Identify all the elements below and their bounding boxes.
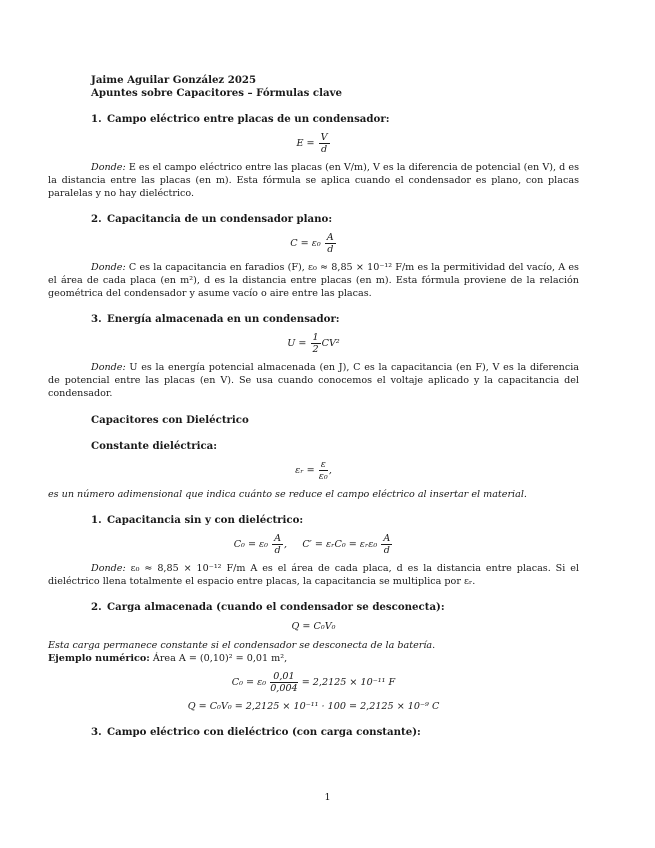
example-text: Área A = (0,10)² = 0,01 m²,: [152, 653, 288, 664]
eq-lhs: C₀ = ε₀: [233, 539, 269, 550]
eq-lhs: C = ε₀: [290, 238, 321, 249]
section-title: Campo eléctrico con dieléctrico (con carga constante):: [107, 726, 421, 738]
denominator: d: [274, 545, 281, 556]
eq-rhs: CV²: [321, 338, 340, 349]
equation: Q = C₀V₀ = 2,2125 × 10⁻¹¹ · 100 = 2,2125 × 10⁻⁹ C: [187, 701, 440, 712]
note-text: es un número adimensional que indica cuánto se reduce el campo eléctrico al insertar el material.: [48, 489, 527, 500]
paragraph: [48, 161, 579, 200]
equation: Q = C₀V₀: [291, 621, 336, 632]
paragraph: [48, 562, 579, 588]
subsection-subheading: Constante dieléctrica:: [91, 440, 218, 452]
section-heading: [91, 213, 579, 226]
note-text: Esta carga permanece constante si el condensador se desconecta de la batería.: [48, 640, 436, 651]
denominator: ε₀: [318, 471, 328, 482]
section-number: 1.: [91, 514, 102, 526]
denominator: 0,004: [270, 683, 298, 694]
eq-lhs: U =: [287, 338, 307, 349]
example-line: [48, 652, 579, 665]
section-title: Capacitancia de un condensador plano:: [107, 213, 333, 225]
equation: [48, 671, 579, 694]
fraction: [381, 533, 392, 556]
section-number: 1.: [91, 113, 102, 125]
page-number: 1: [324, 792, 331, 803]
denominator: d: [321, 144, 328, 155]
eq-tail: ,: [284, 539, 288, 550]
section-number: 3.: [91, 313, 102, 325]
equation: [48, 232, 579, 255]
lead-word: Donde:: [91, 563, 126, 574]
numerator: A: [326, 232, 334, 243]
numerator: A: [274, 533, 282, 544]
paragraph: [48, 361, 579, 400]
author-line: Jaime Aguilar González 2025: [91, 74, 257, 86]
subsection-heading: Capacitores con Dieléctrico: [91, 414, 249, 426]
section-number: 2.: [91, 601, 102, 613]
eq-lhs: εᵣ =: [295, 465, 315, 476]
fraction: [319, 459, 328, 482]
lead-word: Donde:: [91, 262, 126, 273]
document-title: Apuntes sobre Capacitores – Fórmulas clave: [91, 87, 342, 99]
paragraph-text: E es el campo eléctrico entre las placas (en V/m), V es la diferencia de potencial (en V), d es la distancia entre las placas (en m). Esta fórmula se aplica cuando el condensador es plano, con placas paralelas y no hay dieléctrico.: [48, 162, 579, 199]
numerator: A: [383, 533, 391, 544]
section-title: Energía almacenada en un condensador:: [107, 313, 340, 325]
numerator: ε: [320, 459, 326, 470]
paragraph-text: ε₀ ≈ 8,85 × 10⁻¹² F/m A es el área de cada placa, d es la distancia entre placas. Si el dieléctrico llena totalmente el espacio entre placas, la capacitancia se multiplica por εᵣ.: [48, 563, 579, 587]
section-title: Capacitancia sin y con dieléctrico:: [107, 514, 304, 526]
equation: [48, 459, 579, 482]
eq-lhs: C′ = εᵣC₀ = εᵣε₀: [302, 539, 378, 550]
example-label: Ejemplo numérico:: [48, 653, 150, 664]
equation: [48, 132, 579, 155]
lead-word: Donde:: [91, 162, 126, 173]
equation: [48, 533, 579, 556]
denominator: 2: [312, 344, 319, 355]
fraction: [325, 232, 336, 255]
section-heading: [91, 601, 579, 614]
eq-lhs: C₀ = ε₀: [231, 677, 267, 688]
paragraph: [48, 261, 579, 300]
section-heading: [91, 514, 579, 527]
paragraph-text: C es la capacitancia en faradios (F), ε₀ ≈ 8,85 × 10⁻¹² F/m es la permitividad del vacío, A es el área de cada placa (en m²), d es la distancia entre placas (en m). Esta fórmula proviene de la relación geométrica del condensador y asume vacío o aire entre las placas.: [48, 262, 579, 299]
numerator: V: [320, 132, 328, 143]
denominator: d: [327, 244, 334, 255]
section-heading: [91, 313, 579, 326]
section-title: Campo eléctrico entre placas de un condensador:: [107, 113, 390, 125]
eq-tail: ,: [328, 465, 332, 476]
section-number: 2.: [91, 213, 102, 225]
eq-rhs: = 2,2125 × 10⁻¹¹ F: [301, 677, 396, 688]
page-content: [48, 74, 579, 739]
eq-lhs: E =: [296, 138, 315, 149]
section-heading: [91, 113, 579, 126]
equation: [48, 332, 579, 355]
fraction: [319, 132, 330, 155]
fraction: [272, 533, 283, 556]
denominator: d: [383, 545, 390, 556]
paragraph-text: U es la energía potencial almacenada (en J), C es la capacitancia (en F), V es la diferencia de potencial entre las placas (en V). Se usa cuando conocemos el voltaje aplicado y la capacitancia del condensador.: [48, 362, 579, 399]
fraction: [311, 332, 321, 355]
section-heading: [91, 726, 579, 739]
lead-word: Donde:: [91, 362, 126, 373]
section-number: 3.: [91, 726, 102, 738]
section-title: Carga almacenada (cuando el condensador se desconecta):: [107, 601, 445, 613]
fraction: [270, 671, 297, 694]
numerator: 1: [312, 332, 319, 343]
numerator: 0,01: [270, 671, 297, 683]
